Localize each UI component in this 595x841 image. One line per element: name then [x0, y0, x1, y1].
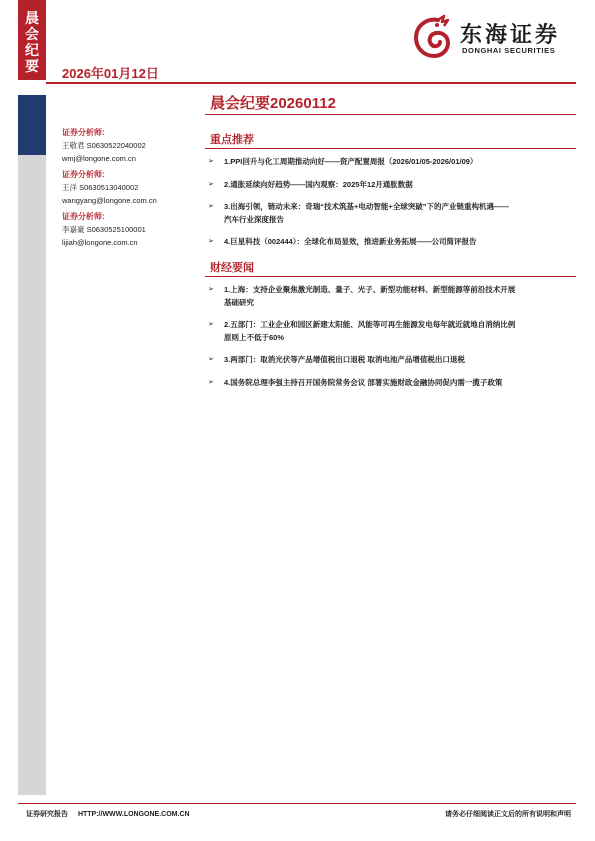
dragon-logo-icon [408, 14, 454, 62]
item-text-line: 原则上不低于60% [224, 332, 285, 342]
bullet-arrow-icon: ➢ [208, 238, 214, 245]
footer-left [26, 809, 198, 819]
analyst-email: lijiah@longone.com.cn [62, 238, 138, 247]
news-item[interactable] [208, 284, 576, 309]
section-divider [205, 276, 576, 277]
recommend-item[interactable] [208, 179, 576, 192]
item-text-line: 4.巨星科技（002444）：全球化布局显效，推进新业务拓展——公司简评报告 [224, 237, 477, 246]
logo-english-name: DONGHAI SECURITIES [462, 46, 556, 55]
item-text-line: 汽车行业深度报告 [224, 214, 284, 224]
analyst-email: wangyang@longone.com.cn [62, 196, 157, 205]
bullet-arrow-icon: ➢ [208, 378, 214, 386]
section-title-news: 财经要闻 [210, 262, 254, 274]
header-divider [46, 82, 576, 84]
side-tab-char-2: 会 [25, 26, 39, 42]
analyst-name-cert: 王洋 S0630513040002 [62, 183, 139, 192]
item-text-line: 4.国务院总理李强主持召开国务院常务会议 部署实施财政金融协同促内需一揽子政策 [224, 377, 503, 387]
recommend-list [208, 156, 576, 249]
item-text-line: 1.上海：支持企业聚焦激光制造、量子、光子、新型功能材料、新型能源等前沿技术开展 [224, 285, 516, 294]
news-item[interactable] [208, 354, 576, 367]
recommend-item[interactable] [208, 201, 576, 226]
analyst-name-cert: 李嘉豪 S0630525100001 [62, 225, 146, 234]
bullet-arrow-icon: ➢ [208, 158, 214, 165]
news-list [208, 284, 576, 389]
recommend-item[interactable] [208, 236, 576, 249]
item-text-line: 1.PPI回升与化工周期推动向好——资产配置周报（2026/01/05-2026/01/09） [224, 157, 478, 166]
bullet-arrow-icon: ➢ [208, 203, 214, 210]
side-tab-char-3: 纪 [25, 42, 39, 58]
footer-report-label: 证券研究报告 [26, 811, 68, 818]
side-tab-char-4: 要 [25, 58, 39, 74]
bullet-arrow-icon: ➢ [208, 356, 214, 363]
company-logo [408, 14, 578, 62]
item-text-line: 3.出海引领，链动未来：奇瑞“技术筑基+电动智能+全球突破”下的产业链重构机遇—— [224, 202, 510, 211]
analyst-email: wmj@longone.com.cn [62, 154, 136, 163]
left-sidebar-bar [18, 95, 46, 795]
footer-website-link[interactable]: HTTP://WWW.LONGONE.COM.CN [77, 811, 190, 818]
analyst-label: 证券分析师: [62, 128, 105, 137]
analyst-label: 证券分析师: [62, 212, 105, 221]
analyst-name-cert: 王敬君 S0630522040002 [62, 141, 146, 150]
page-title: 晨会纪要20260112 [210, 95, 336, 112]
footer-disclaimer: 请务必仔细阅读正文后的所有说明和声明 [445, 811, 571, 818]
news-item[interactable] [208, 319, 576, 344]
analyst-entry [62, 168, 212, 207]
analyst-entry [62, 126, 212, 165]
title-divider [205, 114, 576, 115]
analyst-label: 证券分析师: [62, 170, 105, 179]
bullet-arrow-icon: ➢ [208, 321, 214, 328]
item-text-line: 2.通胀延续向好趋势——国内观察：2025年12月通胀数据 [224, 179, 413, 189]
news-item[interactable] [208, 377, 576, 390]
report-date: 2026年01月12日 [62, 66, 159, 81]
section-title-recommend: 重点推荐 [210, 134, 254, 146]
item-text-line: 2.五部门：工业企业和园区新建太阳能、风能等可再生能源发电每年就近就地自消纳比例 [224, 320, 516, 329]
footer-divider [18, 803, 576, 804]
side-tab-text [18, 10, 46, 74]
bullet-arrow-icon: ➢ [208, 180, 214, 188]
left-sidebar-accent [18, 95, 46, 155]
bullet-arrow-icon: ➢ [208, 286, 214, 293]
item-text-line: 3.两部门：取消光伏等产品增值税出口退税 取消电池产品增值税出口退税 [224, 355, 465, 364]
logo-name: 东海证券 [460, 22, 561, 47]
side-tab [18, 0, 46, 80]
section-divider [205, 148, 576, 149]
analyst-list [62, 126, 212, 252]
analyst-entry [62, 210, 212, 249]
recommend-item[interactable] [208, 156, 576, 169]
item-text-line: 基础研究 [224, 297, 254, 307]
side-tab-char-1: 晨 [25, 10, 39, 26]
